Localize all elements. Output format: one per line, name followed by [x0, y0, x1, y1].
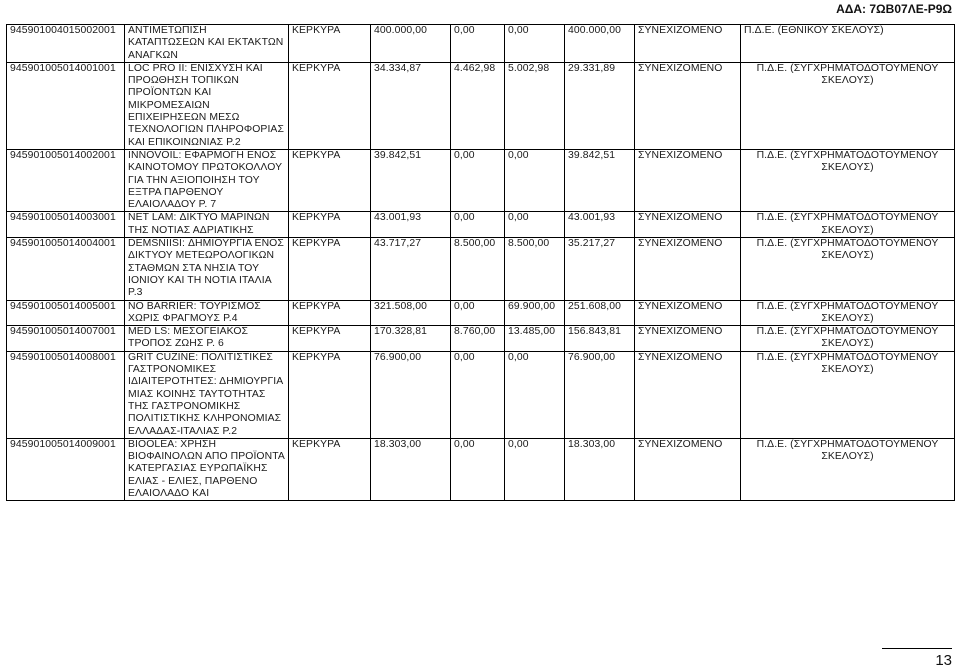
project-status: ΣΥΝΕΧΙΖΟΜΕΝΟ — [635, 326, 741, 352]
project-total: 18.303,00 — [565, 438, 635, 500]
table-row — [7, 438, 955, 500]
project-authority: Π.Δ.Ε. (ΕΘΝΙΚΟΥ ΣΚΕΛΟΥΣ) — [741, 25, 955, 63]
project-title: BIOOLEA: ΧΡΗΣΗ ΒΙΟΦΑΙΝΟΛΩΝ ΑΠΟ ΠΡΟΪΟΝΤΑ ΚΑΤΕΡΓΑΣΙΑΣ ΕΥΡΩΠΑΪΚΗΣ ΕΛΙΑΣ - ΕΛΙΕΣ, ΠΑΡΘΕΝΟ ΕΛΑΙΟΛΑΔΟ ΚΑΙ — [125, 438, 289, 500]
project-budget: 39.842,51 — [371, 149, 451, 211]
project-location: ΚΕΡΚΥΡΑ — [289, 438, 371, 500]
project-budget: 34.334,87 — [371, 62, 451, 149]
project-amount-2: 0,00 — [505, 149, 565, 211]
table-row — [7, 351, 955, 438]
project-title: NO BARRIER: ΤΟΥΡΙΣΜΟΣ ΧΩΡΙΣ ΦΡΑΓΜΟΥΣ Ρ.4 — [125, 300, 289, 326]
projects-table-body — [7, 25, 955, 501]
project-title: LOC PRO II: ΕΝΙΣΧΥΣΗ ΚΑΙ ΠΡΟΩΘΗΣΗ ΤΟΠΙΚΩΝ ΠΡΟΪΟΝΤΩΝ ΚΑΙ ΜΙΚΡΟΜΕΣΑΙΩΝ ΕΠΙΧΕΙΡΗΣΕΩΝ ΜΕΣΩ ΤΕΧΝΟΛΟΓΙΩΝ ΠΛΗΡΟΦΟΡΙΑΣ ΚΑΙ ΕΠΙΚΟΙΝΩΝΙΑΣ Ρ.2 — [125, 62, 289, 149]
table-row — [7, 300, 955, 326]
project-authority: Π.Δ.Ε. (ΣΥΓΧΡΗΜΑΤΟΔΟΤΟΥΜΕΝΟΥ ΣΚΕΛΟΥΣ) — [741, 300, 955, 326]
project-amount-1: 0,00 — [451, 351, 505, 438]
project-status: ΣΥΝΕΧΙΖΟΜΕΝΟ — [635, 300, 741, 326]
project-budget: 321.508,00 — [371, 300, 451, 326]
project-location: ΚΕΡΚΥΡΑ — [289, 25, 371, 63]
project-authority: Π.Δ.Ε. (ΣΥΓΧΡΗΜΑΤΟΔΟΤΟΥΜΕΝΟΥ ΣΚΕΛΟΥΣ) — [741, 351, 955, 438]
project-authority: Π.Δ.Ε. (ΣΥΓΧΡΗΜΑΤΟΔΟΤΟΥΜΕΝΟΥ ΣΚΕΛΟΥΣ) — [741, 212, 955, 238]
project-title: ΑΝΤΙΜΕΤΩΠΙΣΗ ΚΑΤΑΠΤΩΣΕΩΝ ΚΑΙ ΕΚΤΑΚΤΩΝ ΑΝΑΓΚΩΝ — [125, 25, 289, 63]
project-total: 251.608,00 — [565, 300, 635, 326]
project-budget: 400.000,00 — [371, 25, 451, 63]
project-title: MED LS: ΜΕΣΟΓΕΙΑΚΟΣ ΤΡΟΠΟΣ ΖΩΗΣ Ρ. 6 — [125, 326, 289, 352]
project-title: INNOVOIL: ΕΦΑΡΜΟΓΗ ΕΝΟΣ ΚΑΙΝΟΤΟΜΟΥ ΠΡΩΤΟΚΟΛΛΟΥ ΓΙΑ ΤΗΝ ΑΞΙΟΠΟΙΗΣΗ ΤΟΥ ΕΞΤΡΑ ΠΑΡΘΕΝΟΥ ΕΛΑΙΟΛΑΔΟΥ Ρ. 7 — [125, 149, 289, 211]
project-code: 945901005014009001 — [7, 438, 125, 500]
table-row — [7, 238, 955, 300]
project-code: 945901004015002001 — [7, 25, 125, 63]
table-row — [7, 25, 955, 63]
project-status: ΣΥΝΕΧΙΖΟΜΕΝΟ — [635, 149, 741, 211]
project-location: ΚΕΡΚΥΡΑ — [289, 326, 371, 352]
project-authority: Π.Δ.Ε. (ΣΥΓΧΡΗΜΑΤΟΔΟΤΟΥΜΕΝΟΥ ΣΚΕΛΟΥΣ) — [741, 326, 955, 352]
project-total: 400.000,00 — [565, 25, 635, 63]
project-location: ΚΕΡΚΥΡΑ — [289, 351, 371, 438]
project-status: ΣΥΝΕΧΙΖΟΜΕΝΟ — [635, 238, 741, 300]
project-amount-1: 4.462,98 — [451, 62, 505, 149]
project-authority: Π.Δ.Ε. (ΣΥΓΧΡΗΜΑΤΟΔΟΤΟΥΜΕΝΟΥ ΣΚΕΛΟΥΣ) — [741, 438, 955, 500]
project-code: 945901005014002001 — [7, 149, 125, 211]
project-authority: Π.Δ.Ε. (ΣΥΓΧΡΗΜΑΤΟΔΟΤΟΥΜΕΝΟΥ ΣΚΕΛΟΥΣ) — [741, 149, 955, 211]
project-total: 39.842,51 — [565, 149, 635, 211]
project-code: 945901005014003001 — [7, 212, 125, 238]
project-amount-2: 13.485,00 — [505, 326, 565, 352]
project-amount-1: 0,00 — [451, 25, 505, 63]
project-total: 43.001,93 — [565, 212, 635, 238]
project-amount-1: 0,00 — [451, 212, 505, 238]
project-code: 945901005014008001 — [7, 351, 125, 438]
project-code: 945901005014007001 — [7, 326, 125, 352]
project-location: ΚΕΡΚΥΡΑ — [289, 149, 371, 211]
project-amount-1: 0,00 — [451, 300, 505, 326]
project-amount-1: 0,00 — [451, 438, 505, 500]
project-total: 35.217,27 — [565, 238, 635, 300]
project-amount-2: 0,00 — [505, 351, 565, 438]
project-amount-1: 8.760,00 — [451, 326, 505, 352]
ada-identifier: ΑΔΑ: 7ΩΒ07ΛΕ-Ρ9Ω — [836, 2, 952, 16]
table-row — [7, 149, 955, 211]
project-title: NET LAM: ΔΙΚΤΥΟ ΜΑΡΙΝΩΝ ΤΗΣ ΝΟΤΙΑΣ ΑΔΡΙΑΤΙΚΗΣ — [125, 212, 289, 238]
project-total: 156.843,81 — [565, 326, 635, 352]
project-location: ΚΕΡΚΥΡΑ — [289, 212, 371, 238]
project-budget: 170.328,81 — [371, 326, 451, 352]
project-amount-2: 8.500,00 — [505, 238, 565, 300]
project-location: ΚΕΡΚΥΡΑ — [289, 62, 371, 149]
project-budget: 18.303,00 — [371, 438, 451, 500]
page-number: 13 — [882, 648, 952, 671]
project-amount-2: 0,00 — [505, 25, 565, 63]
project-status: ΣΥΝΕΧΙΖΟΜΕΝΟ — [635, 438, 741, 500]
project-status: ΣΥΝΕΧΙΖΟΜΕΝΟ — [635, 212, 741, 238]
project-location: ΚΕΡΚΥΡΑ — [289, 238, 371, 300]
table-row — [7, 326, 955, 352]
project-total: 76.900,00 — [565, 351, 635, 438]
project-authority: Π.Δ.Ε. (ΣΥΓΧΡΗΜΑΤΟΔΟΤΟΥΜΕΝΟΥ ΣΚΕΛΟΥΣ) — [741, 62, 955, 149]
project-location: ΚΕΡΚΥΡΑ — [289, 300, 371, 326]
project-code: 945901005014005001 — [7, 300, 125, 326]
table-row — [7, 62, 955, 149]
project-amount-2: 0,00 — [505, 212, 565, 238]
project-amount-2: 0,00 — [505, 438, 565, 500]
project-code: 945901005014004001 — [7, 238, 125, 300]
project-amount-2: 69.900,00 — [505, 300, 565, 326]
project-total: 29.331,89 — [565, 62, 635, 149]
project-amount-1: 0,00 — [451, 149, 505, 211]
project-amount-2: 5.002,98 — [505, 62, 565, 149]
project-budget: 76.900,00 — [371, 351, 451, 438]
project-status: ΣΥΝΕΧΙΖΟΜΕΝΟ — [635, 62, 741, 149]
project-code: 945901005014001001 — [7, 62, 125, 149]
projects-table — [6, 24, 955, 501]
project-status: ΣΥΝΕΧΙΖΟΜΕΝΟ — [635, 25, 741, 63]
project-budget: 43.001,93 — [371, 212, 451, 238]
project-status: ΣΥΝΕΧΙΖΟΜΕΝΟ — [635, 351, 741, 438]
project-title: GRIT CUZINE: ΠΟΛΙΤΙΣΤΙΚΕΣ ΓΑΣΤΡΟΝΟΜΙΚΕΣ ΙΔΙΑΙΤΕΡΟΤΗΤΕΣ: ΔΗΜΙΟΥΡΓΙΑ ΜΙΑΣ ΚΟΙΝΗΣ ΤΑΥΤΟΤΗΤΑΣ ΤΗΣ ΓΑΣΤΡΟΝΟΜΙΚΗΣ ΠΟΛΙΤΙΣΤΙΚΗΣ ΚΛΗΡΟΝΟΜΙΑΣ ΕΛΛΑΔΑΣ-ΙΤΑΛΙΑΣ Ρ.2 — [125, 351, 289, 438]
table-row — [7, 212, 955, 238]
project-amount-1: 8.500,00 — [451, 238, 505, 300]
project-authority: Π.Δ.Ε. (ΣΥΓΧΡΗΜΑΤΟΔΟΤΟΥΜΕΝΟΥ ΣΚΕΛΟΥΣ) — [741, 238, 955, 300]
project-budget: 43.717,27 — [371, 238, 451, 300]
project-title: DEMSNIISI: ΔΗΜΙΟΥΡΓΙΑ ΕΝΟΣ ΔΙΚΤΥΟΥ ΜΕΤΕΩΡΟΛΟΓΙΚΩΝ ΣΤΑΘΜΩΝ ΣΤΑ ΝΗΣΙΑ ΤΟΥ ΙΟΝΙΟΥ ΚΑΙ ΤΗ ΝΟΤΙΑ ΙΤΑΛΙΑ Ρ.3 — [125, 238, 289, 300]
